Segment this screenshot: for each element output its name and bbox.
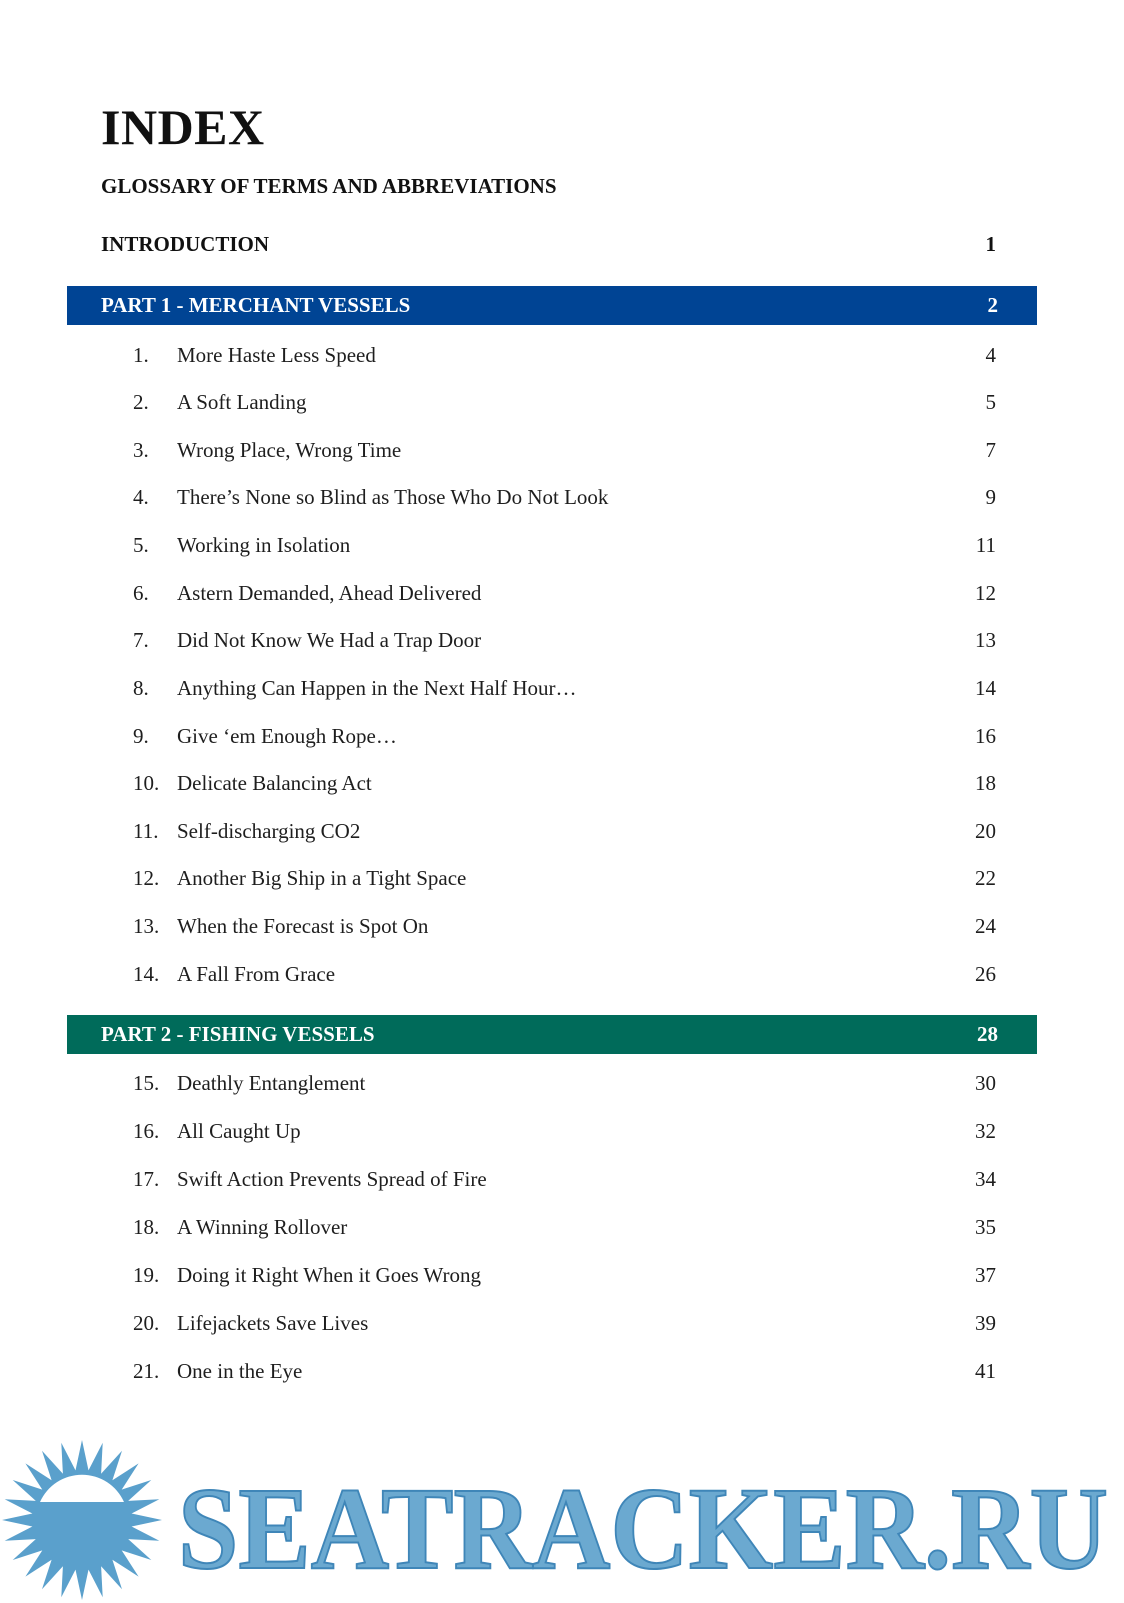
part2-header-page: 28: [977, 1022, 998, 1046]
toc-entry-number: 21.: [133, 1358, 160, 1383]
toc-glossary[interactable]: [101, 174, 996, 199]
toc-entry-number: 13.: [133, 913, 160, 938]
toc-entry-number: 9.: [133, 723, 149, 748]
toc-entry-number: 4.: [133, 484, 149, 509]
toc-entry-number: 19.: [133, 1262, 160, 1287]
toc-entry-title: All Caught Up: [177, 1118, 301, 1143]
toc-entry[interactable]: [133, 624, 996, 656]
toc-entry-page: 20: [975, 818, 996, 843]
toc-introduction[interactable]: [101, 232, 996, 257]
toc-entry[interactable]: [133, 862, 996, 894]
toc-entry[interactable]: [133, 1355, 996, 1387]
toc-entry[interactable]: [133, 672, 996, 704]
toc-entry-number: 20.: [133, 1310, 160, 1335]
toc-entry-title: Delicate Balancing Act: [177, 770, 372, 795]
toc-entry-page: 41: [975, 1358, 996, 1383]
page-title: INDEX: [101, 98, 265, 155]
toc-entry-title: A Fall From Grace: [177, 961, 336, 986]
toc-entry[interactable]: [133, 529, 996, 561]
toc-entry[interactable]: [133, 958, 996, 990]
toc-entry-title: A Soft Landing: [177, 389, 307, 414]
toc-entry-title: Lifejackets Save Lives: [177, 1310, 369, 1335]
toc-entry-number: 14.: [133, 961, 160, 986]
toc-entry-number: 18.: [133, 1214, 160, 1239]
toc-entry-number: 10.: [133, 770, 160, 795]
toc-entry-title: Give ‘em Enough Rope…: [177, 723, 397, 748]
toc-entry[interactable]: [133, 1307, 996, 1339]
toc-entry-title: Astern Demanded, Ahead Delivered: [177, 580, 482, 605]
part1-header-label: PART 1 - MERCHANT VESSELS: [101, 293, 411, 317]
toc-entry-page: 7: [985, 437, 996, 462]
toc-entry[interactable]: [133, 767, 996, 799]
toc-entry-number: 7.: [133, 627, 149, 652]
toc-entry[interactable]: [133, 434, 996, 466]
toc-entry[interactable]: [133, 1115, 996, 1147]
toc-entry-title: Doing it Right When it Goes Wrong: [177, 1262, 482, 1287]
toc-entry[interactable]: [133, 1211, 996, 1243]
toc-entry-title: There’s None so Blind as Those Who Do Not Look: [177, 484, 609, 509]
part1-header[interactable]: [67, 286, 1037, 325]
watermark-text: SEATRACKER.RU: [178, 1463, 1108, 1594]
toc-entry-page: 18: [975, 770, 996, 795]
toc-entry-number: 6.: [133, 580, 149, 605]
toc-entry-title: Wrong Place, Wrong Time: [177, 437, 402, 462]
toc-entry-number: 3.: [133, 437, 149, 462]
toc-entry-title: One in the Eye: [177, 1358, 303, 1383]
toc-introduction-label: INTRODUCTION: [101, 232, 270, 256]
toc-entry-page: 14: [975, 675, 996, 700]
toc-entry-page: 37: [975, 1262, 996, 1287]
sun-icon: [2, 1440, 162, 1600]
toc-entry[interactable]: [133, 1163, 996, 1195]
watermark: [0, 1440, 1124, 1603]
toc-entry[interactable]: [133, 577, 996, 609]
toc-entry-page: 9: [985, 484, 996, 509]
toc-entry-title: Swift Action Prevents Spread of Fire: [177, 1166, 487, 1191]
toc-entry-title: A Winning Rollover: [177, 1214, 348, 1239]
toc-entry[interactable]: [133, 910, 996, 942]
toc-entry-page: 12: [975, 580, 996, 605]
toc-entry-number: 16.: [133, 1118, 160, 1143]
toc-entry[interactable]: [133, 1067, 996, 1099]
toc-entry-number: 5.: [133, 532, 149, 557]
toc-entry-number: 12.: [133, 865, 160, 890]
toc-entry[interactable]: [133, 815, 996, 847]
toc-entry[interactable]: [133, 481, 996, 513]
toc-entry[interactable]: [133, 386, 996, 418]
toc-entry-number: 2.: [133, 389, 149, 414]
toc-entry-number: 1.: [133, 342, 149, 367]
toc-entry-title: Another Big Ship in a Tight Space: [177, 865, 467, 890]
toc-entry-page: 5: [985, 389, 996, 414]
toc-entry-page: 11: [975, 532, 996, 557]
toc-entry-number: 17.: [133, 1166, 160, 1191]
toc-entry-number: 8.: [133, 675, 149, 700]
toc-entry-page: 35: [975, 1214, 996, 1239]
toc-entry-page: 32: [975, 1118, 996, 1143]
toc-entry-page: 30: [975, 1070, 996, 1095]
toc-entry-page: 13: [975, 627, 996, 652]
toc-entry-title: Did Not Know We Had a Trap Door: [177, 627, 482, 652]
toc-entry-page: 4: [985, 342, 996, 367]
toc-entry-title: Deathly Entanglement: [177, 1070, 366, 1095]
toc-entry-number: 15.: [133, 1070, 160, 1095]
toc-entry-page: 24: [975, 913, 996, 938]
toc-entry[interactable]: [133, 720, 996, 752]
toc-entry-page: 26: [975, 961, 996, 986]
toc-entry[interactable]: [133, 339, 996, 371]
toc-entry-page: 39: [975, 1310, 996, 1335]
toc-entry-title: More Haste Less Speed: [177, 342, 376, 367]
toc-entry[interactable]: [133, 1259, 996, 1291]
part2-header-label: PART 2 - FISHING VESSELS: [101, 1022, 375, 1046]
toc-glossary-label: GLOSSARY OF TERMS AND ABBREVIATIONS: [101, 174, 557, 198]
toc-entry-page: 34: [975, 1166, 996, 1191]
toc-entry-title: Self-discharging CO2: [177, 818, 361, 843]
part1-header-page: 2: [987, 293, 998, 317]
part2-header[interactable]: [67, 1015, 1037, 1054]
toc-entry-title: Working in Isolation: [177, 532, 351, 557]
toc-entry-page: 16: [975, 723, 996, 748]
toc-introduction-page: 1: [985, 232, 996, 256]
toc-entry-number: 11.: [133, 818, 159, 843]
toc-entry-title: Anything Can Happen in the Next Half Hour…: [177, 675, 577, 700]
toc-entry-page: 22: [975, 865, 996, 890]
toc-entry-title: When the Forecast is Spot On: [177, 913, 429, 938]
